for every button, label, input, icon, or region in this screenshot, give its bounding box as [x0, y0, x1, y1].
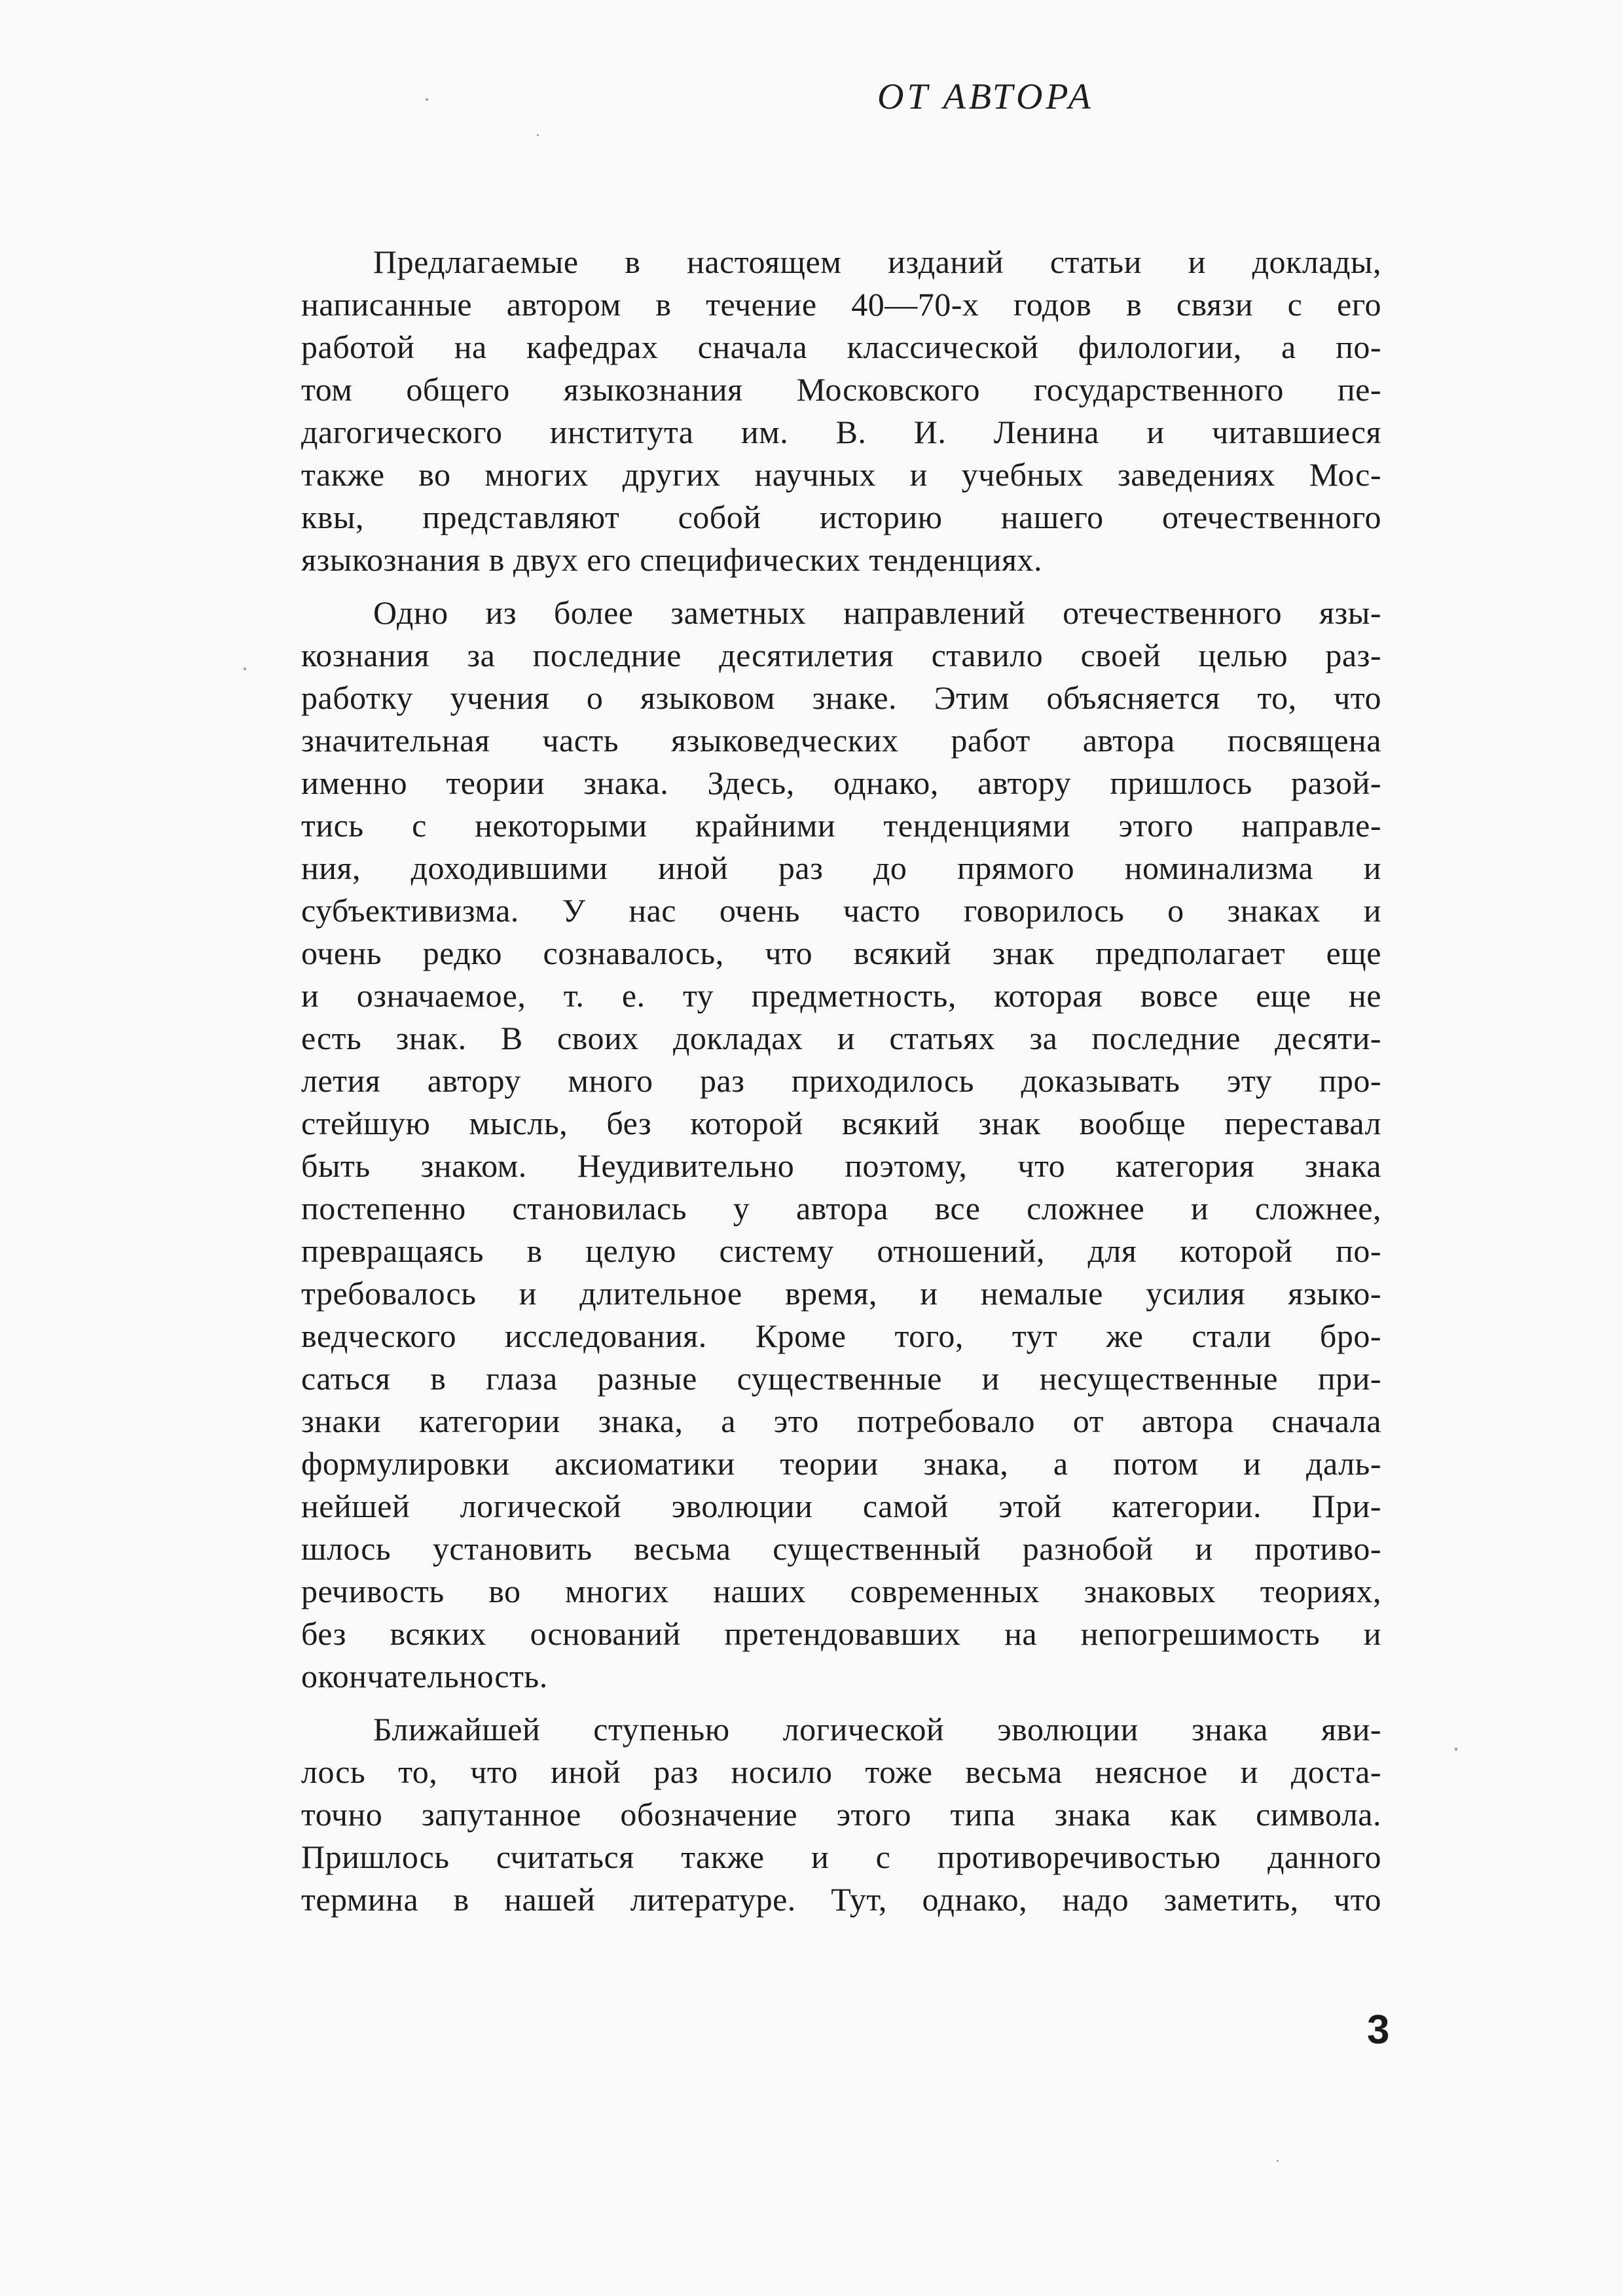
text-line: шлось установить весьма существенный разнобой и противо-	[301, 1530, 1381, 1567]
text-line: знаки категории знака, а это потребовало от автора сначала	[301, 1403, 1381, 1439]
text-line: ведческого исследования. Кроме того, тут же стали бро-	[301, 1318, 1381, 1354]
body-text	[301, 241, 1381, 1931]
text-line: написанные автором в течение 40—70-х годов в связи с его	[301, 286, 1381, 323]
text-line: Одно из более заметных направлений отечественного язы-	[373, 594, 1381, 631]
text-line: превращаясь в целую систему отношений, для которой по-	[301, 1232, 1381, 1269]
paragraph	[301, 1708, 1381, 1921]
text-line: точно запутанное обозначение этого типа знака как символа.	[301, 1796, 1381, 1833]
text-line: лось то, что иной раз носило тоже весьма неясное и доста-	[301, 1753, 1381, 1790]
scan-speck	[244, 668, 246, 670]
text-line: квы, представляют собой историю нашего отечественного	[301, 499, 1381, 535]
paragraph	[301, 241, 1381, 581]
text-line: требовалось и длительное время, и немалые усилия языко-	[301, 1275, 1381, 1312]
text-line: есть знак. В своих докладах и статьях за последние десяти-	[301, 1020, 1381, 1056]
text-line: Пришлось считаться также и с противоречивостью данного	[301, 1839, 1381, 1875]
text-line: также во многих других научных и учебных заведениях Мос-	[301, 456, 1381, 493]
text-line: постепенно становилась у автора все сложнее и сложнее,	[301, 1190, 1381, 1227]
scan-speck	[426, 98, 428, 101]
text-line: саться в глаза разные существенные и несущественные при-	[301, 1360, 1381, 1397]
text-line: летия автору много раз приходилось доказывать эту про-	[301, 1062, 1381, 1099]
text-line: работку учения о языковом знаке. Этим объясняется то, что	[301, 679, 1381, 716]
paragraph	[301, 592, 1381, 1698]
text-line: кознания за последние десятилетия ставило своей целью раз-	[301, 637, 1381, 673]
text-line: нейшей логической эволюции самой этой категории. При-	[301, 1488, 1381, 1524]
text-line: окончательность.	[301, 1658, 548, 1695]
page-number: 3	[1367, 2007, 1390, 2053]
text-line: без всяких оснований претендовавших на непогрешимость и	[301, 1615, 1381, 1652]
text-line: тись с некоторыми крайними тенденциями этого направле-	[301, 807, 1381, 844]
text-line: и означаемое, т. е. ту предметность, которая вовсе еще не	[301, 977, 1381, 1014]
text-line: субъективизма. У нас очень часто говорилось о знаках и	[301, 892, 1381, 929]
scan-speck	[1277, 2160, 1279, 2162]
text-line: именно теории знака. Здесь, однако, автору пришлось разой-	[301, 764, 1381, 801]
text-line: стейшую мысль, без которой всякий знак вообще переставал	[301, 1105, 1381, 1141]
scan-speck	[1455, 1748, 1457, 1751]
text-line: том общего языкознания Московского государственного пе-	[301, 371, 1381, 408]
text-line: Предлагаемые в настоящем изданий статьи и доклады,	[373, 243, 1381, 280]
scan-speck	[537, 134, 539, 136]
text-line: быть знаком. Неудивительно поэтому, что категория знака	[301, 1147, 1381, 1184]
text-line: значительная часть языковедческих работ автора посвящена	[301, 722, 1381, 759]
text-line: Ближайшей ступенью логической эволюции знака яви-	[373, 1711, 1381, 1748]
text-line: термина в нашей литературе. Тут, однако, надо заметить, что	[301, 1881, 1381, 1918]
text-line: дагогического института им. В. И. Ленина и читавшиеся	[301, 414, 1381, 450]
text-line: очень редко сознавалось, что всякий знак предполагает еще	[301, 935, 1381, 971]
running-head: ОТ АВТОРА	[877, 77, 1094, 117]
text-line: языкознания в двух его специфических тенденциях.	[301, 541, 1043, 578]
text-line: речивость во многих наших современных знаковых теориях,	[301, 1573, 1381, 1609]
text-line: ния, доходившими иной раз до прямого номинализма и	[301, 850, 1381, 886]
text-line: формулировки аксиоматики теории знака, а потом и даль-	[301, 1445, 1381, 1482]
text-line: работой на кафедрах сначала классической филологии, а по-	[301, 329, 1381, 365]
